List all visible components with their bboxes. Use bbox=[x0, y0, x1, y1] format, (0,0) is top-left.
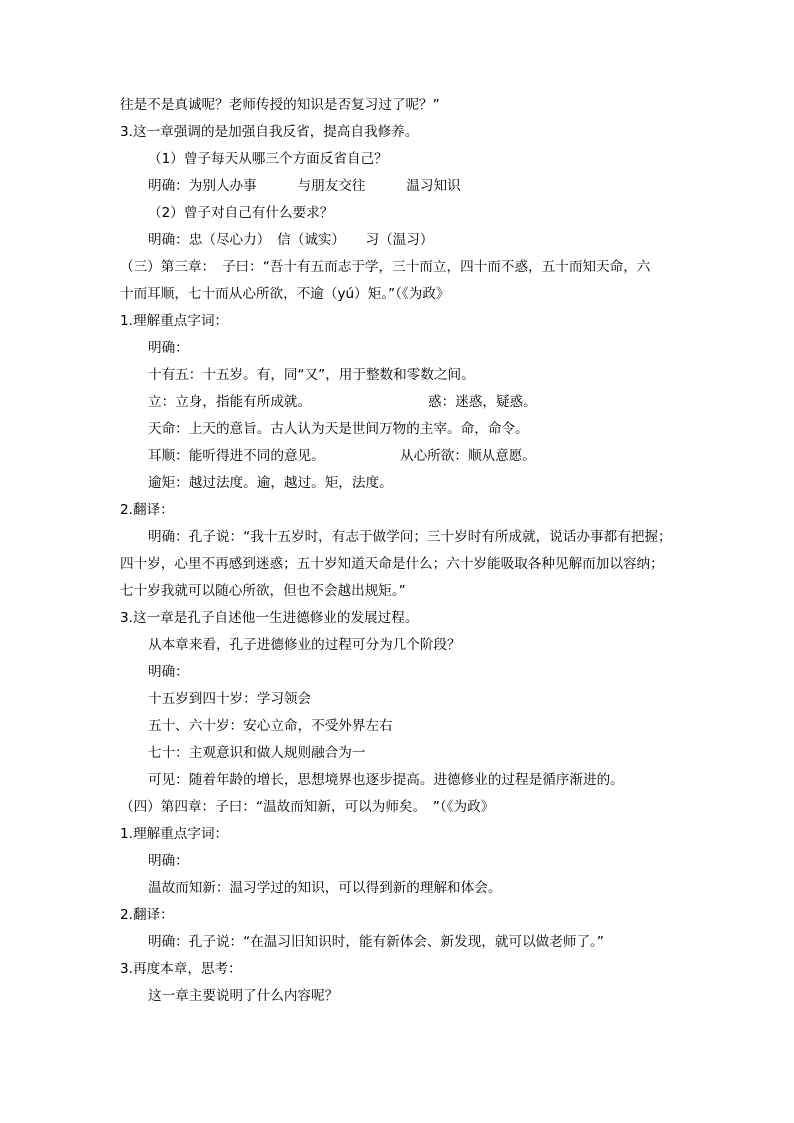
section-summary-3: 3.这一章是孔子自述他一生进德修业的发展过程。 bbox=[120, 610, 419, 626]
translation-3-line-2: 四十岁，心里不再感到迷惑；五十岁知道天命是什么；六十岁能吸取各种见解而加以容纳； bbox=[120, 556, 664, 572]
text-line-2: 3.这一章强调的是加强自我反省，提高自我修养。 bbox=[120, 124, 419, 140]
translation-3-line-3: 七十岁我就可以随心所欲，但也不会越出规矩。” bbox=[120, 583, 406, 599]
think-question: 这一章主要说明了什么内容呢？ bbox=[148, 988, 339, 1004]
definition-tianming: 天命：上天的意旨。古人认为天是世间万物的主宰。命，命令。 bbox=[148, 421, 529, 437]
section-translation-3: 2.翻译： bbox=[120, 502, 174, 518]
answer-2: 明确：忠（尽心力） 信（诚实） 习（温习） bbox=[148, 232, 434, 248]
translation-4: 明确：孔子说：“在温习旧知识时，能有新体会、新发现，就可以做老师了。” bbox=[148, 934, 604, 950]
mingque-label-2: 明确： bbox=[148, 664, 189, 680]
chapter-3-heading: （三）第三章： 子曰：“吾十有五而志于学，三十而立，四十而不惑，五十而知天命，六 bbox=[120, 259, 651, 275]
conclusion: 可见：随着年龄的增长，思想境界也逐步提高。进德修业的过程是循序渐进的。 bbox=[148, 772, 624, 788]
answer-1: 明确：为别人办事 与朋友交往 温习知识 bbox=[148, 178, 461, 194]
section-keywords-4: 1.理解重点字词： bbox=[120, 826, 229, 842]
definition-yuju: 逾矩：越过法度。逾，越过。矩，法度。 bbox=[148, 475, 393, 491]
question-2: （2）曾子对自己有什么要求？ bbox=[148, 205, 334, 221]
mingque-label: 明确： bbox=[148, 340, 189, 356]
section-keywords-3: 1.理解重点字词： bbox=[120, 313, 229, 329]
definition-shiyouwu: 十有五：十五岁。有，同“又”，用于整数和零数之间。 bbox=[148, 367, 475, 383]
stage-3: 七十：主观意识和做人规则融合为一 bbox=[148, 745, 366, 761]
question-1: （1）曾子每天从哪三个方面反省自己？ bbox=[148, 151, 388, 167]
text-line-1: 往是不是真诚呢？老师传授的知识是否复习过了呢？” bbox=[120, 97, 440, 113]
definition-wengu: 温故而知新：温习学过的知识，可以得到新的理解和体会。 bbox=[148, 880, 502, 896]
definition-li: 立：立身，指能有所成就。 bbox=[148, 394, 312, 410]
definition-ershun: 耳顺：能听得进不同的意见。 bbox=[148, 448, 325, 464]
section-think-4: 3.再度本章，思考： bbox=[120, 961, 242, 977]
translation-3-line-1: 明确：孔子说：“我十五岁时，有志于做学问；三十岁时有所成就，说话办事都有把握； bbox=[148, 529, 672, 545]
chapter-4-heading: （四）第四章：子曰：“温故而知新，可以为师矣。 ”（《为政》 bbox=[120, 799, 495, 815]
mingque-label-3: 明确： bbox=[148, 853, 189, 869]
section-translation-4: 2.翻译： bbox=[120, 907, 174, 923]
chapter-3-heading-cont: 十而耳顺，七十而从心所欲，不逾（yú）矩。”（《为政》 bbox=[120, 286, 450, 302]
stage-2: 五十、六十岁：安心立命，不受外界左右 bbox=[148, 718, 393, 734]
stage-1: 十五岁到四十岁：学习领会 bbox=[148, 691, 312, 707]
definition-huo: 惑：迷惑，疑惑。 bbox=[428, 394, 537, 410]
definition-congxin: 从心所欲：顺从意愿。 bbox=[400, 448, 536, 464]
stages-question: 从本章来看，孔子进德修业的过程可分为几个阶段？ bbox=[148, 637, 461, 653]
